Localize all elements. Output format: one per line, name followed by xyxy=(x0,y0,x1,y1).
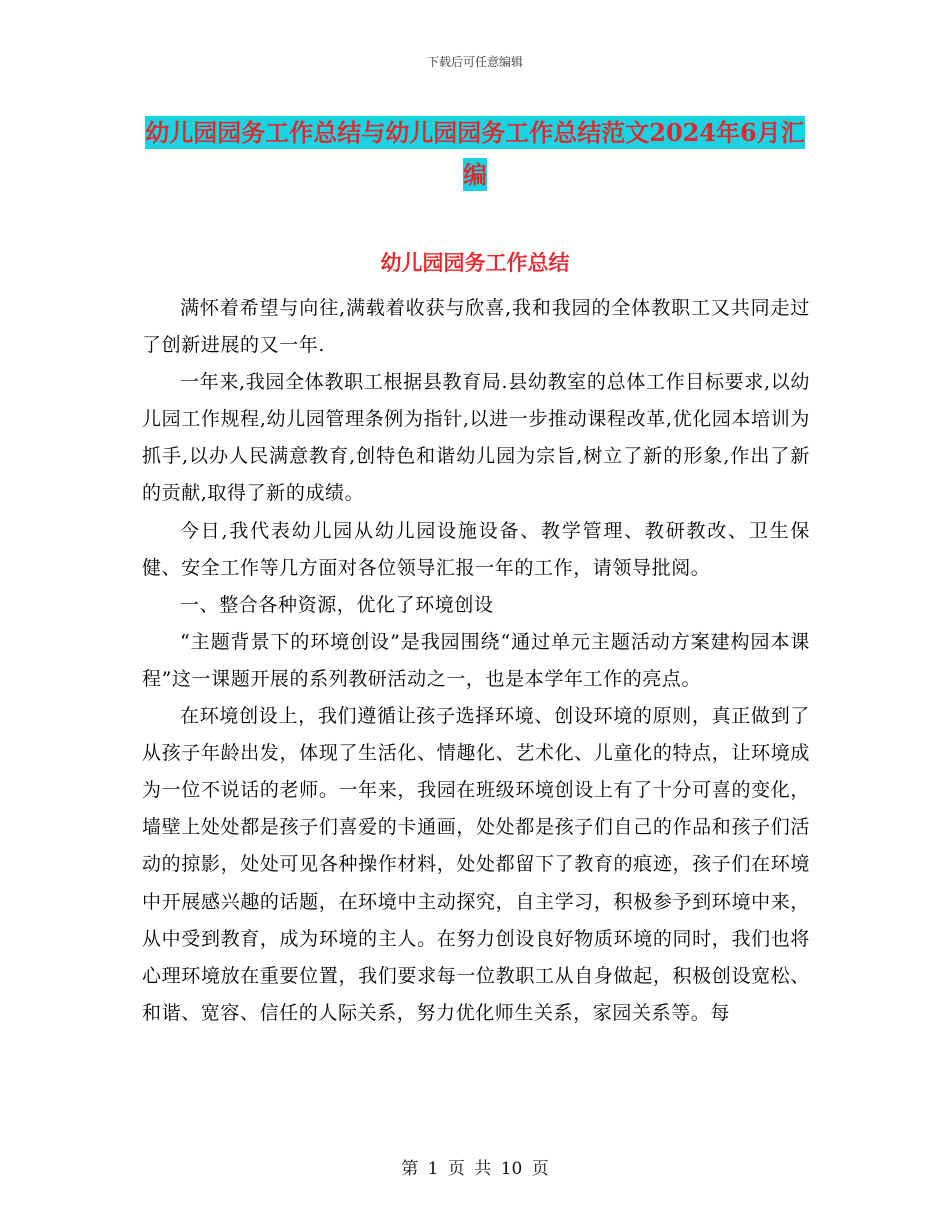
paragraph: 在环境创设上，我们遵循让孩子选择环境、创设环境的原则，真正做到了从孩子年龄出发，体现了生活化、情趣化、艺术化、儿童化的特点，让环境成为一位不说话的老师。一年来，我园在班级环境创设上有了十分可喜的变化，墙壁上处处都是孩子们喜爱的卡通画，处处都是孩子们自己的作品和孩子们活动的掠影，处处可见各种操作材料，处处都留下了教育的痕迹，孩子们在环境中开展感兴趣的话题，在环境中主动探究，自主学习，积极参予到环境中来，从中受到教育，成为环境的主人。在努力创设良好物质环境的同时，我们也将心理环境放在重要位置，我们要求每一位教职工从自身做起，积极创设宽松、和谐、宽容、信任的人际关系，努力优化师生关系，家园关系等。每 xyxy=(142,705,810,1024)
paragraph: 满怀着希望与向往,满载着收获与欣喜,我和我园的全体教职工又共同走过了创新进展的又一年. xyxy=(142,297,810,357)
document-body xyxy=(142,290,810,1032)
section-title: 幼儿园园务工作总结 xyxy=(380,250,570,275)
subheading: 一、整合各种资源，优化了环境创设 xyxy=(180,593,494,616)
paragraph: 今日,我代表幼儿园从幼儿园设施设备、教学管理、教研教改、卫生保健、安全工作等几方面对各位领导汇报一年的工作，请领导批阅。 xyxy=(142,519,810,579)
document-title-text: 幼儿园园务工作总结与幼儿园园务工作总结范文2024年6月汇编 xyxy=(145,118,805,189)
header-note: 下载后可任意编辑 xyxy=(426,55,523,69)
paragraph: “主题背景下的环境创设”是我园围绕“通过单元主题活动方案建构园本课程”这一课题开展的系列教研活动之一，也是本学年工作的亮点。 xyxy=(142,630,810,690)
paragraph: 一年来,我园全体教职工根据县教育局.县幼教室的总体工作目标要求,以幼儿园工作规程,幼儿园管理条例为指针,以进一步推动课程改革,优化园本培训为抓手,以办人民满意教育,创特色和谐幼儿园为宗旨,树立了新的形象,作出了新的贡献,取得了新的成绩。 xyxy=(142,371,810,505)
page-footer: 第 1 页 共 10 页 xyxy=(401,1159,549,1179)
document-title xyxy=(140,112,810,196)
